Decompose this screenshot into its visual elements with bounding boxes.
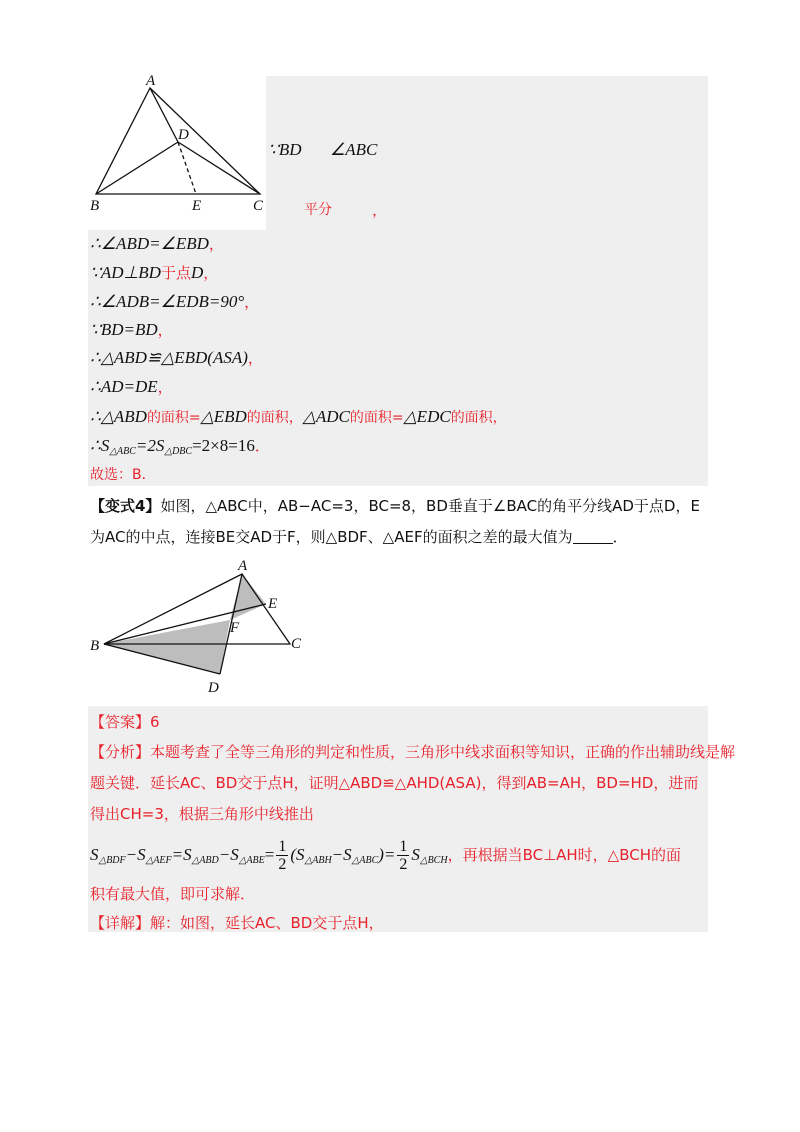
proof-line-5: ∴△ABD≌△EBD(ASA)，	[90, 348, 263, 367]
answer-blank	[573, 529, 613, 544]
fig1-label-d: D	[178, 127, 189, 143]
proof-line-2: ∵AD⊥BD于点D，	[90, 263, 219, 282]
problem-line-2: 为AC的中点，连接BE交AD于F，则△BDF、△AEF的面积之差的最大值为 ．	[90, 528, 628, 546]
proof-line-1: ∴∠ABD=∠EBD，	[90, 234, 224, 253]
analysis-line-3: 得出CH=3，根据三角形中线推出	[90, 805, 314, 823]
proof-line-area: $\therefore S_{\triangle ABC}=2S_{\triangle DBC}=2\times 8=16$．	[90, 436, 270, 457]
fig2-label-a: A	[238, 558, 248, 574]
given-bd: ∵BD	[268, 140, 302, 159]
fig1-label-e: E	[192, 198, 202, 214]
analysis-formula: $S_{\triangle BDF}-S_{\triangle AEF}=S_{\triangle ABD}-S_{\triangle ABE}=$ $\frac{1}{2}$ $(S_{\triangle ABH}-S_{\triangle ABC})=$ $\frac{1}{2}$ $S_{\triangle BCH}$，再根据当BC⊥AH时，△BCH的面	[90, 838, 682, 873]
analysis-line-2: 题关键．延长AC、BD交于点H，证明△ABD≌△AHD(ASA)，得到AB=AH，BD=HD，进而	[90, 774, 699, 792]
analysis-line-1: 【分析】本题考查了全等三角形的判定和性质，三角形中线求面积等知识，正确的作出辅助线是解	[90, 743, 736, 761]
bisect-comma: ，	[372, 201, 388, 219]
fig2-label-d: D	[208, 680, 219, 696]
given-abc: ∠ABC	[330, 140, 378, 159]
fraction-half-2: $\frac{1}{2}$	[399, 838, 408, 873]
proof-line-6: ∴AD=DE，	[90, 377, 173, 396]
problem-line-1: 【变式4】如图，△ABC中，AB−AC=3，BC=8，BD垂直于∠BAC的角平分线AD于点D，E	[90, 497, 700, 515]
answer-value: 6	[150, 713, 160, 731]
problem-tag: 【变式4】	[90, 497, 161, 515]
proof-line-3: ∴∠ADB=∠EDB=90°，	[90, 292, 260, 311]
figure-triangle-abc-1	[88, 72, 268, 214]
fraction-half-1: $\frac{1}{2}$	[278, 838, 287, 873]
fig1-label-c: C	[253, 198, 264, 214]
fig2-label-c: C	[291, 636, 302, 652]
fig2-label-e: E	[268, 596, 278, 612]
fig1-label-a: A	[146, 73, 156, 89]
proof-line-4: ∵BD=BD，	[90, 320, 173, 339]
answer-tag: 【答案】	[90, 713, 151, 731]
fig1-label-b: B	[90, 198, 100, 214]
figure-triangle-abc-2	[88, 556, 318, 698]
choice-line: 故选：B．	[90, 467, 156, 483]
detail-tag: 【详解】	[90, 914, 151, 932]
fig2-label-b: B	[90, 638, 100, 654]
bisect-word: 平分	[304, 202, 332, 218]
detail-line: 【详解】解：如图，延长AC、BD交于点H，	[90, 914, 384, 932]
answer-line	[90, 712, 160, 732]
analysis-tag: 【分析】	[90, 743, 151, 761]
analysis-line-5: 积有最大值，即可求解．	[90, 885, 256, 903]
fig2-label-f: F	[230, 620, 240, 636]
proof-line-7: ∴△ABD的面积=△EBD的面积，△ADC的面积=△EDC的面积，	[90, 407, 507, 426]
